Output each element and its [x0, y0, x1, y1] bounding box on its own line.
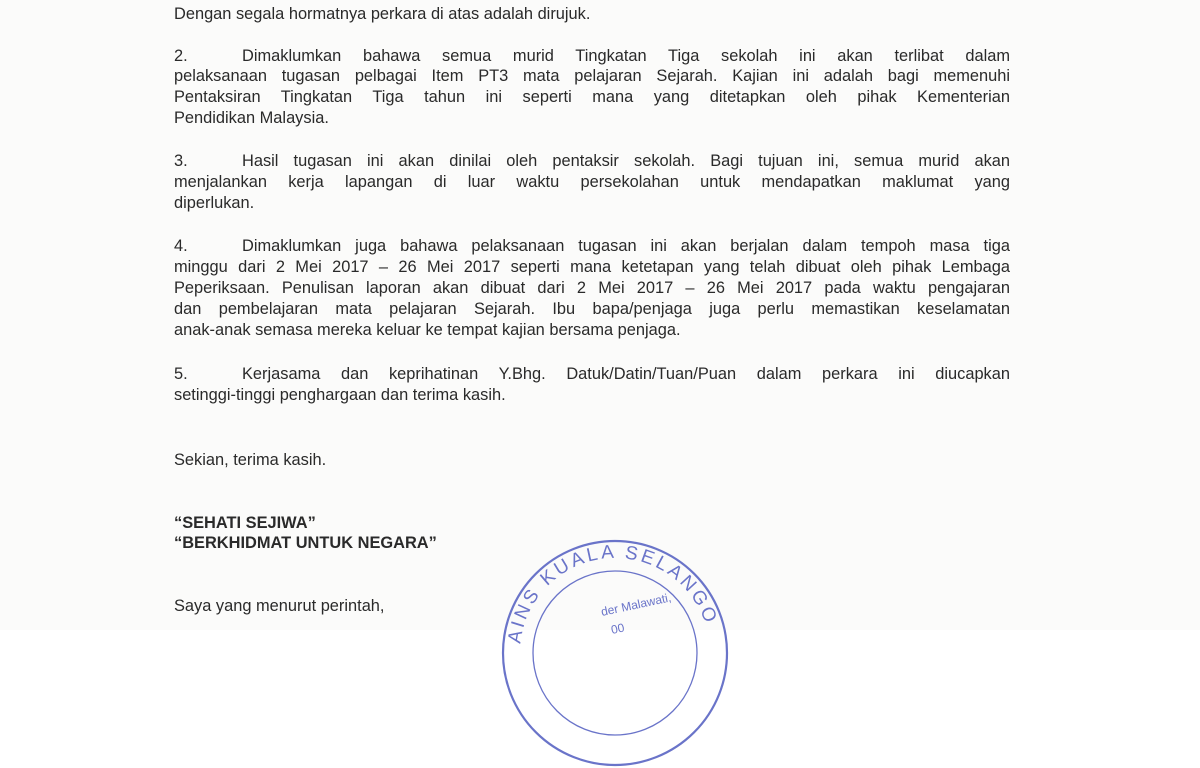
paragraph-line: Kerjasama dan keprihatinan Y.Bhg. Datuk/Datin/Tuan/Puan dalam perkara ini diucapkan	[242, 365, 1010, 383]
paragraph-line: anak-anak semasa mereka keluar ke tempat kajian bersama penjaga.	[174, 321, 681, 339]
intro-line: Dengan segala hormatnya perkara di atas adalah dirujuk.	[174, 5, 591, 23]
paragraph-number: 2.	[174, 47, 188, 65]
stamp-arc-text: AINS KUALA SELANGO	[504, 541, 722, 645]
paragraph-line: menjalankan kerja lapangan di luar waktu persekolahan untuk mendapatkan maklumat yang	[174, 173, 1010, 191]
paragraph-line: Peperiksaan. Penulisan laporan akan dibuat dari 2 Mei 2017 – 26 Mei 2017 pada waktu pengajaran	[174, 279, 1010, 297]
paragraph-line: Hasil tugasan ini akan dinilai oleh pentaksir sekolah. Bagi tujuan ini, semua murid akan	[242, 152, 1010, 170]
paragraph-line: Pentaksiran Tingkatan Tiga tahun ini seperti mana yang ditetapkan oleh pihak Kementerian	[174, 88, 1010, 106]
paragraph-line: Pendidikan Malaysia.	[174, 109, 329, 127]
stamp-inner-text: 00	[609, 620, 626, 637]
paragraph-line: Dimaklumkan juga bahawa pelaksanaan tugasan ini akan berjalan dalam tempoh masa tiga	[242, 237, 1010, 255]
school-stamp-seal	[500, 538, 730, 768]
paragraph-number: 5.	[174, 365, 188, 383]
paragraph-line: diperlukan.	[174, 194, 255, 212]
paragraph-line: minggu dari 2 Mei 2017 – 26 Mei 2017 seperti mana ketetapan yang telah dibuat oleh pihak Lembaga	[174, 258, 1010, 276]
paragraph-number: 4.	[174, 237, 188, 255]
motto-sehati-sejiwa: “SEHATI SEJIWA”	[174, 514, 316, 532]
motto-berkhidmat: “BERKHIDMAT UNTUK NEGARA”	[174, 534, 437, 552]
paragraph-line: pelaksanaan tugasan pelbagai Item PT3 mata pelajaran Sejarah. Kajian ini adalah bagi memenuhi	[174, 67, 1010, 85]
paragraph-line: dan pembelajaran mata pelajaran Sejarah. Ibu bapa/penjaga juga perlu memastikan keselamatan	[174, 300, 1010, 318]
stamp-inner-text: der Malawati,	[599, 590, 673, 619]
signoff-line: Saya yang menurut perintah,	[174, 597, 385, 615]
paragraph-line: setinggi-tinggi penghargaan dan terima kasih.	[174, 386, 506, 404]
closing-line: Sekian, terima kasih.	[174, 451, 327, 469]
paragraph-line: Dimaklumkan bahawa semua murid Tingkatan Tiga sekolah ini akan terlibat dalam	[242, 47, 1010, 65]
paragraph-number: 3.	[174, 152, 188, 170]
